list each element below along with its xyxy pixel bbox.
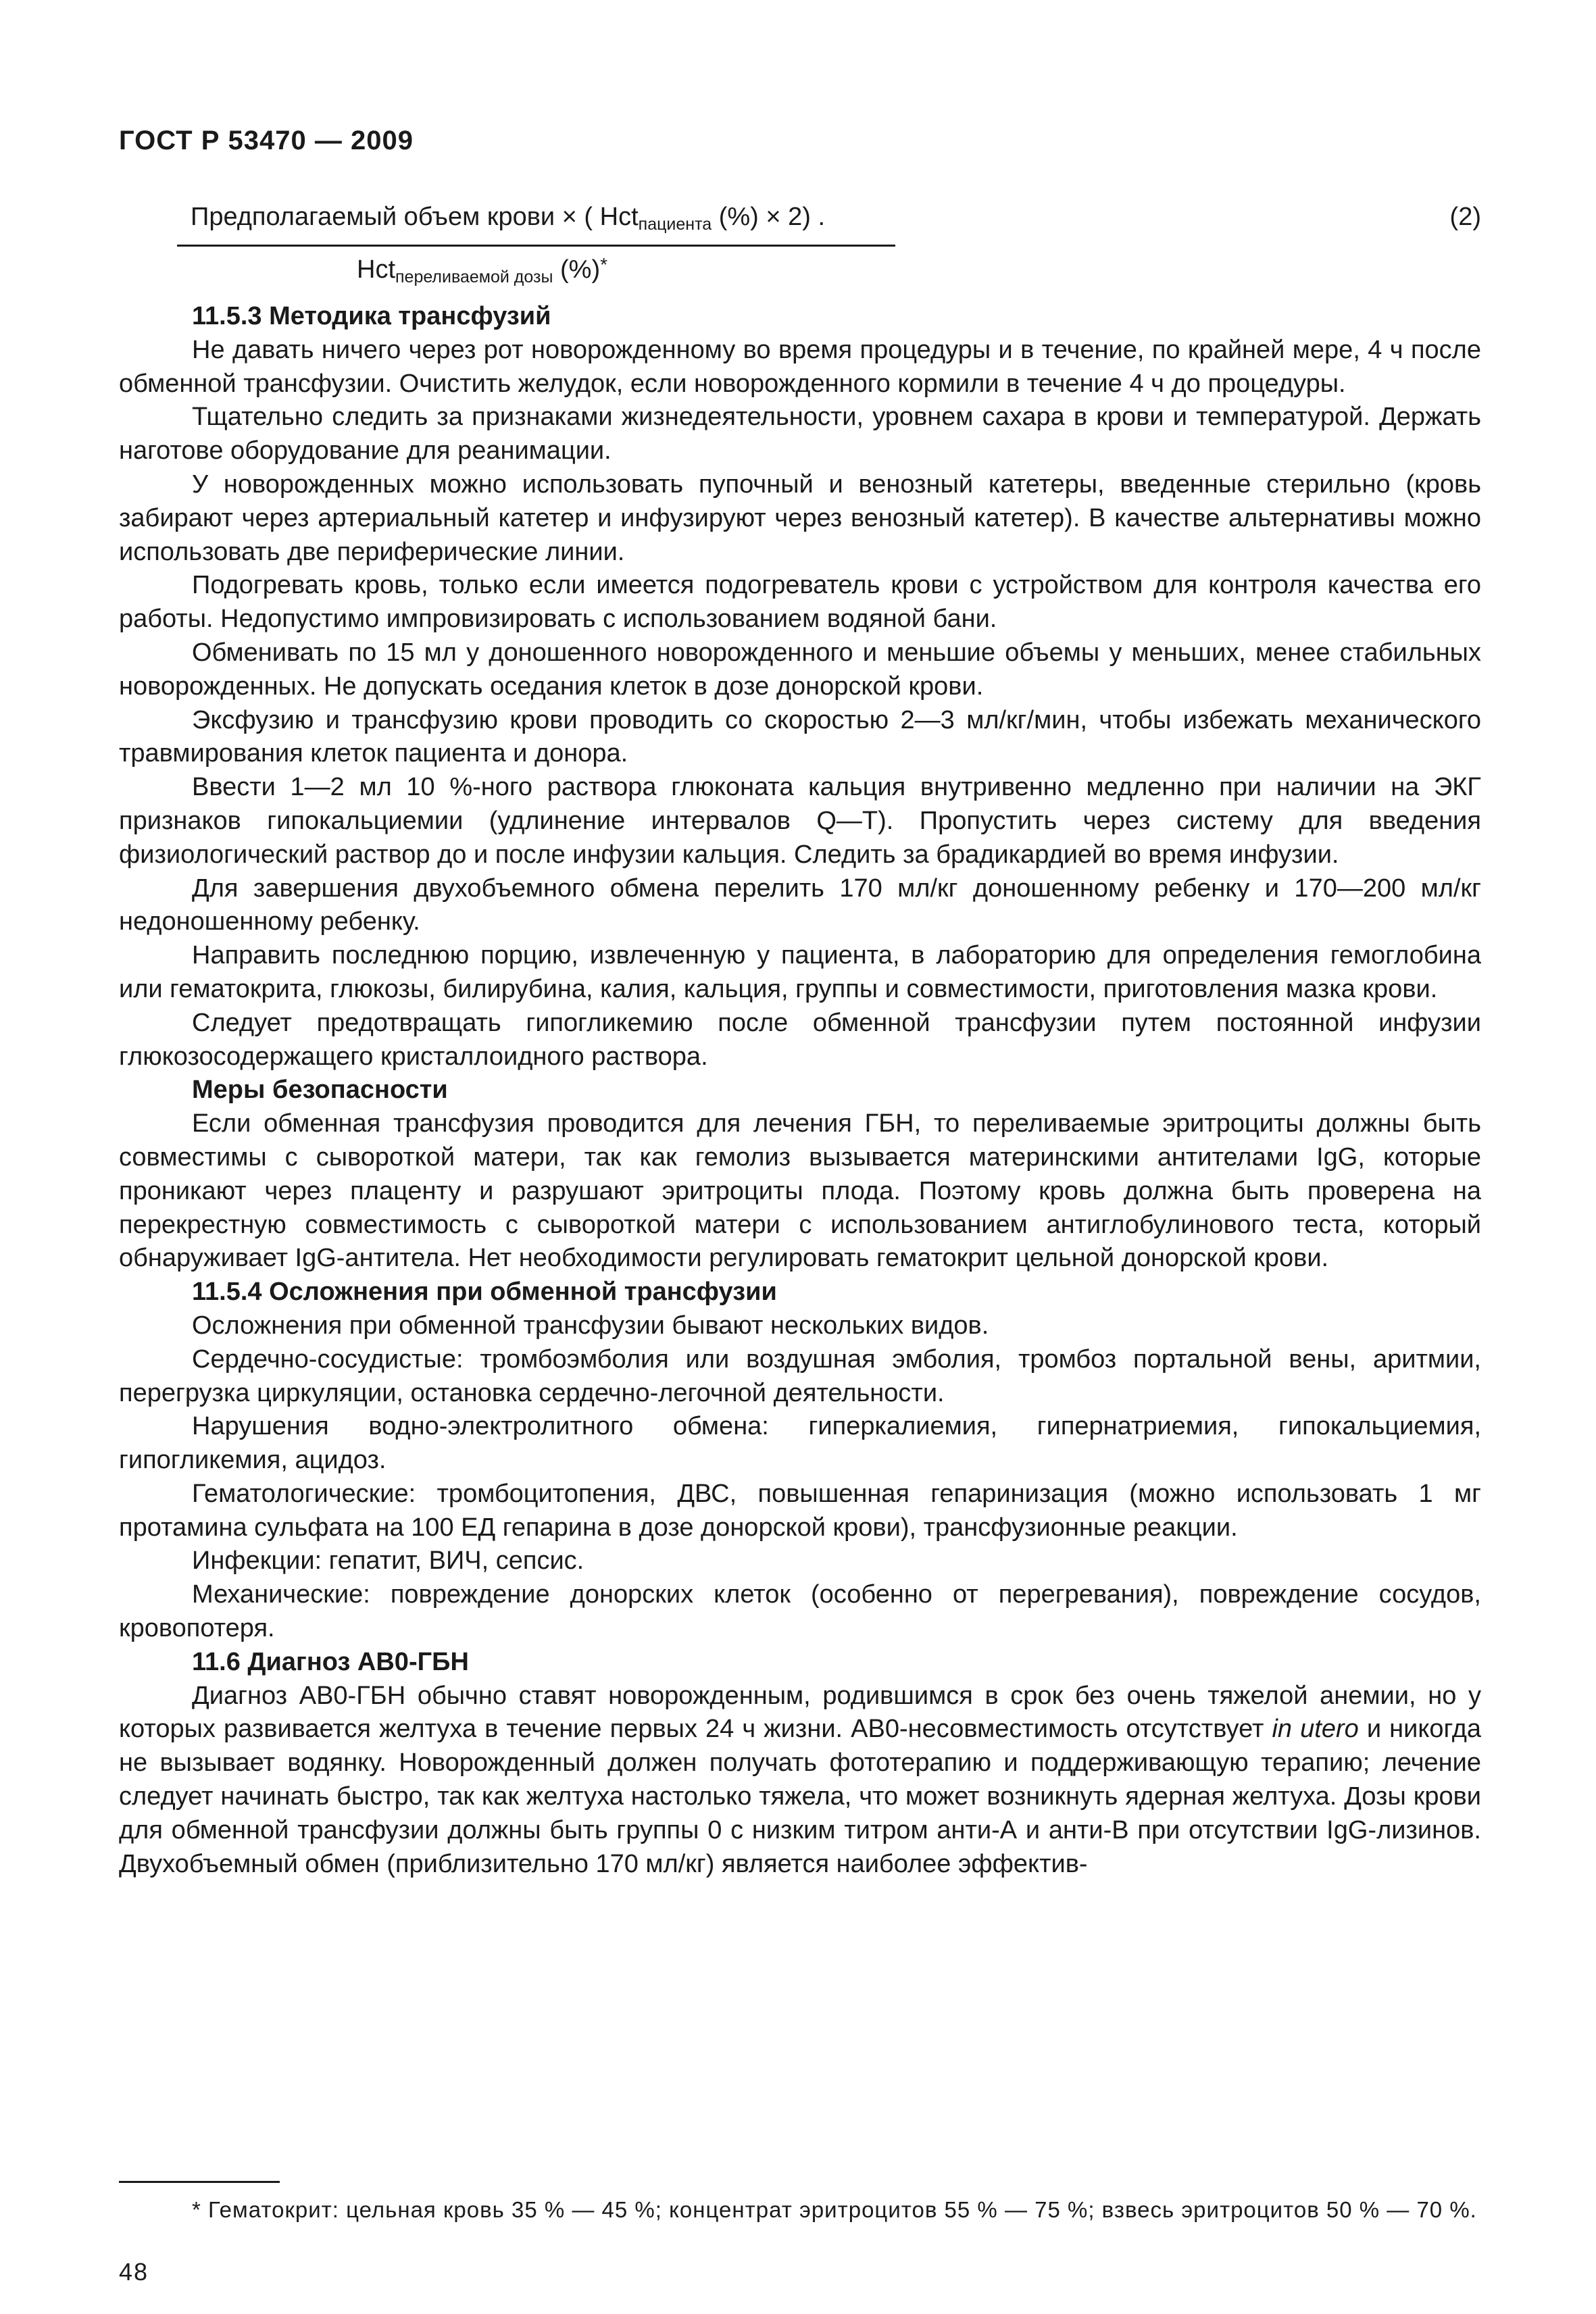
paragraph: Механические: повреждение донорских клеток (особенно от перегревания), повреждение сосудов, кровопотеря. xyxy=(119,1580,1481,1643)
paragraph: Если обменная трансфузия проводится для лечения ГБН, то переливаемые эритроциты должны быть совместимы с сывороткой матери, так как гемолиз вызывается материнскими антителами IgG, которые проникают через плаценту и разрушают эритроциты плода. Поэтому кровь должна быть проверена на перекрестную совместимость с сывороткой матери с использованием антиглобулинового теста, который обнаруживает IgG-антитела. Нет необходимости регулировать гематокрит цельной донорской крови. xyxy=(119,1109,1481,1273)
footnote-separator xyxy=(119,2181,280,2183)
paragraph: Гематологические: тромбоцитопения, ДВС, повышенная гепаринизация (можно использовать 1 мг протамина сульфата на 100 ЕД гепарина в дозе донорской крови), трансфузионные реакции. xyxy=(119,1479,1481,1542)
paragraph-last xyxy=(119,1680,1481,1882)
formula-numerator-text: Предполагаемый объем крови × ( Hct xyxy=(191,203,639,231)
paragraph: Для завершения двухобъемного обмена перелить 170 мл/кг доношенному ребенку и 170—200 мл/кг недоношенному ребенку. xyxy=(119,874,1481,936)
formula-number: (2) xyxy=(1449,203,1481,231)
paragraph: Не давать ничего через рот новорожденному во время процедуры и в течение, по крайней мере, 4 ч после обменной трансфузии. Очистить желудок, если новорожденного кормили в течение 4 ч до процедуры. xyxy=(119,335,1481,398)
paragraph: Обменивать по 15 мл у доношенного новорожденного и меньшие объемы у меньших, менее стабильных новорожденных. Не допускать оседания клеток в дозе донорской крови. xyxy=(119,638,1481,701)
subsection-heading: Меры безопасности xyxy=(192,1076,448,1105)
formula-denominator-tail: (%) xyxy=(553,255,601,284)
paragraph: Осложнения при обменной трансфузии бывают нескольких видов. xyxy=(192,1311,989,1340)
section-heading: 11.5.4 Осложнения при обменной трансфузии xyxy=(192,1278,777,1307)
paragraph: У новорожденных можно использовать пупочный и венозный катетеры, введенные стерильно (кровь забирают через артериальный катетер и инфузируют через венозный катетер). В качестве альтернативы можно использовать две периферические линии. xyxy=(119,470,1481,566)
paragraph-last-start: Диагноз АВ0-ГБН обычно ставят новорожденным, родившимся в срок без очень тяжелой анемии, но у которых развивается желтуха в течение первых 24 ч жизни. АВ0-несовместимость отсутствует xyxy=(119,1681,1481,1744)
formula-numerator-tail: (%) × 2) . xyxy=(712,203,826,231)
paragraph-last-end: и никогда не вызывает водянку. Новорожденный должен получать фототерапию и поддерживающую терапию; лечение следует начинать быстро, так как желтуха настолько тяжела, что может возникнуть ядерная желтуха. Дозы крови для обменной трансфузии должны быть группы 0 с низким титром анти-А и анти-В при отсутствии IgG-лизинов. Двухобъемный обмен (приблизительно 170 мл/кг) является наиболее эффектив- xyxy=(119,1715,1482,1878)
footnote-marker: * xyxy=(600,254,607,275)
paragraph: Ввести 1—2 мл 10 %-ного раствора глюконата кальция внутривенно медленно при наличии на ЭКГ признаков гипокальциемии (удлинение интервалов Q—T). Пропустить через систему для введения физиологический раствор до и после инфузии кальция. Следить за брадикардией во время инфузии. xyxy=(119,773,1481,869)
paragraph: Подогревать кровь, только если имеется подогреватель крови с устройством для контроля качества его работы. Недопустимо импровизировать с использованием водяной бани. xyxy=(119,571,1481,634)
paragraph: Тщательно следить за признаками жизнедеятельности, уровнем сахара в крови и температурой. Держать наготове оборудование для реанимации. xyxy=(119,403,1481,466)
page-number: 48 xyxy=(119,2258,149,2286)
paragraph: Сердечно-сосудистые: тромбоэмболия или воздушная эмболия, тромбоз портальной вены, аритмии, перегрузка циркуляции, остановка сердечно-легочной деятельности. xyxy=(119,1344,1481,1407)
formula-denominator-text: Hct xyxy=(357,255,395,284)
fraction-bar xyxy=(177,245,895,247)
formula-numerator-subscript: пациента xyxy=(638,215,712,234)
section-heading: 11.6 Диагноз АВ0-ГБН xyxy=(192,1647,469,1676)
paragraph: Нарушения водно-электролитного обмена: гиперкалиемия, гипернатриемия, гипокальциемия, гипогликемия, ацидоз. xyxy=(119,1412,1481,1475)
italic-term: in utero xyxy=(1272,1715,1359,1744)
paragraph: Следует предотвращать гипогликемию после обменной трансфузии путем постоянной инфузии глюкозосодержащего кристаллоидного раствора. xyxy=(119,1008,1481,1071)
formula-denominator xyxy=(357,254,607,287)
standard-header: ГОСТ Р 53470 — 2009 xyxy=(119,126,414,155)
body-text xyxy=(119,300,1481,1881)
formula-block xyxy=(177,203,1481,291)
formula-numerator xyxy=(191,203,825,234)
formula-denominator-subscript: переливаемой дозы xyxy=(395,268,553,286)
paragraph: Эксфузию и трансфузию крови проводить со скоростью 2—3 мл/кг/мин, чтобы избежать механического травмирования клеток пациента и донора. xyxy=(119,705,1481,768)
footnote: * Гематокрит: цельная кровь 35 % — 45 %; концентрат эритроцитов 55 % — 75 %; взвесь эритроцитов 50 % — 70 %. xyxy=(192,2197,1477,2222)
section-heading: 11.5.3 Методика трансфузий xyxy=(192,302,551,330)
paragraph: Направить последнюю порцию, извлеченную у пациента, в лабораторию для определения гемоглобина или гематокрита, глюкозы, билирубина, калия, кальция, группы и совместимости, приготовления мазка крови. xyxy=(119,941,1481,1003)
paragraph: Инфекции: гепатит, ВИЧ, сепсис. xyxy=(192,1546,584,1576)
